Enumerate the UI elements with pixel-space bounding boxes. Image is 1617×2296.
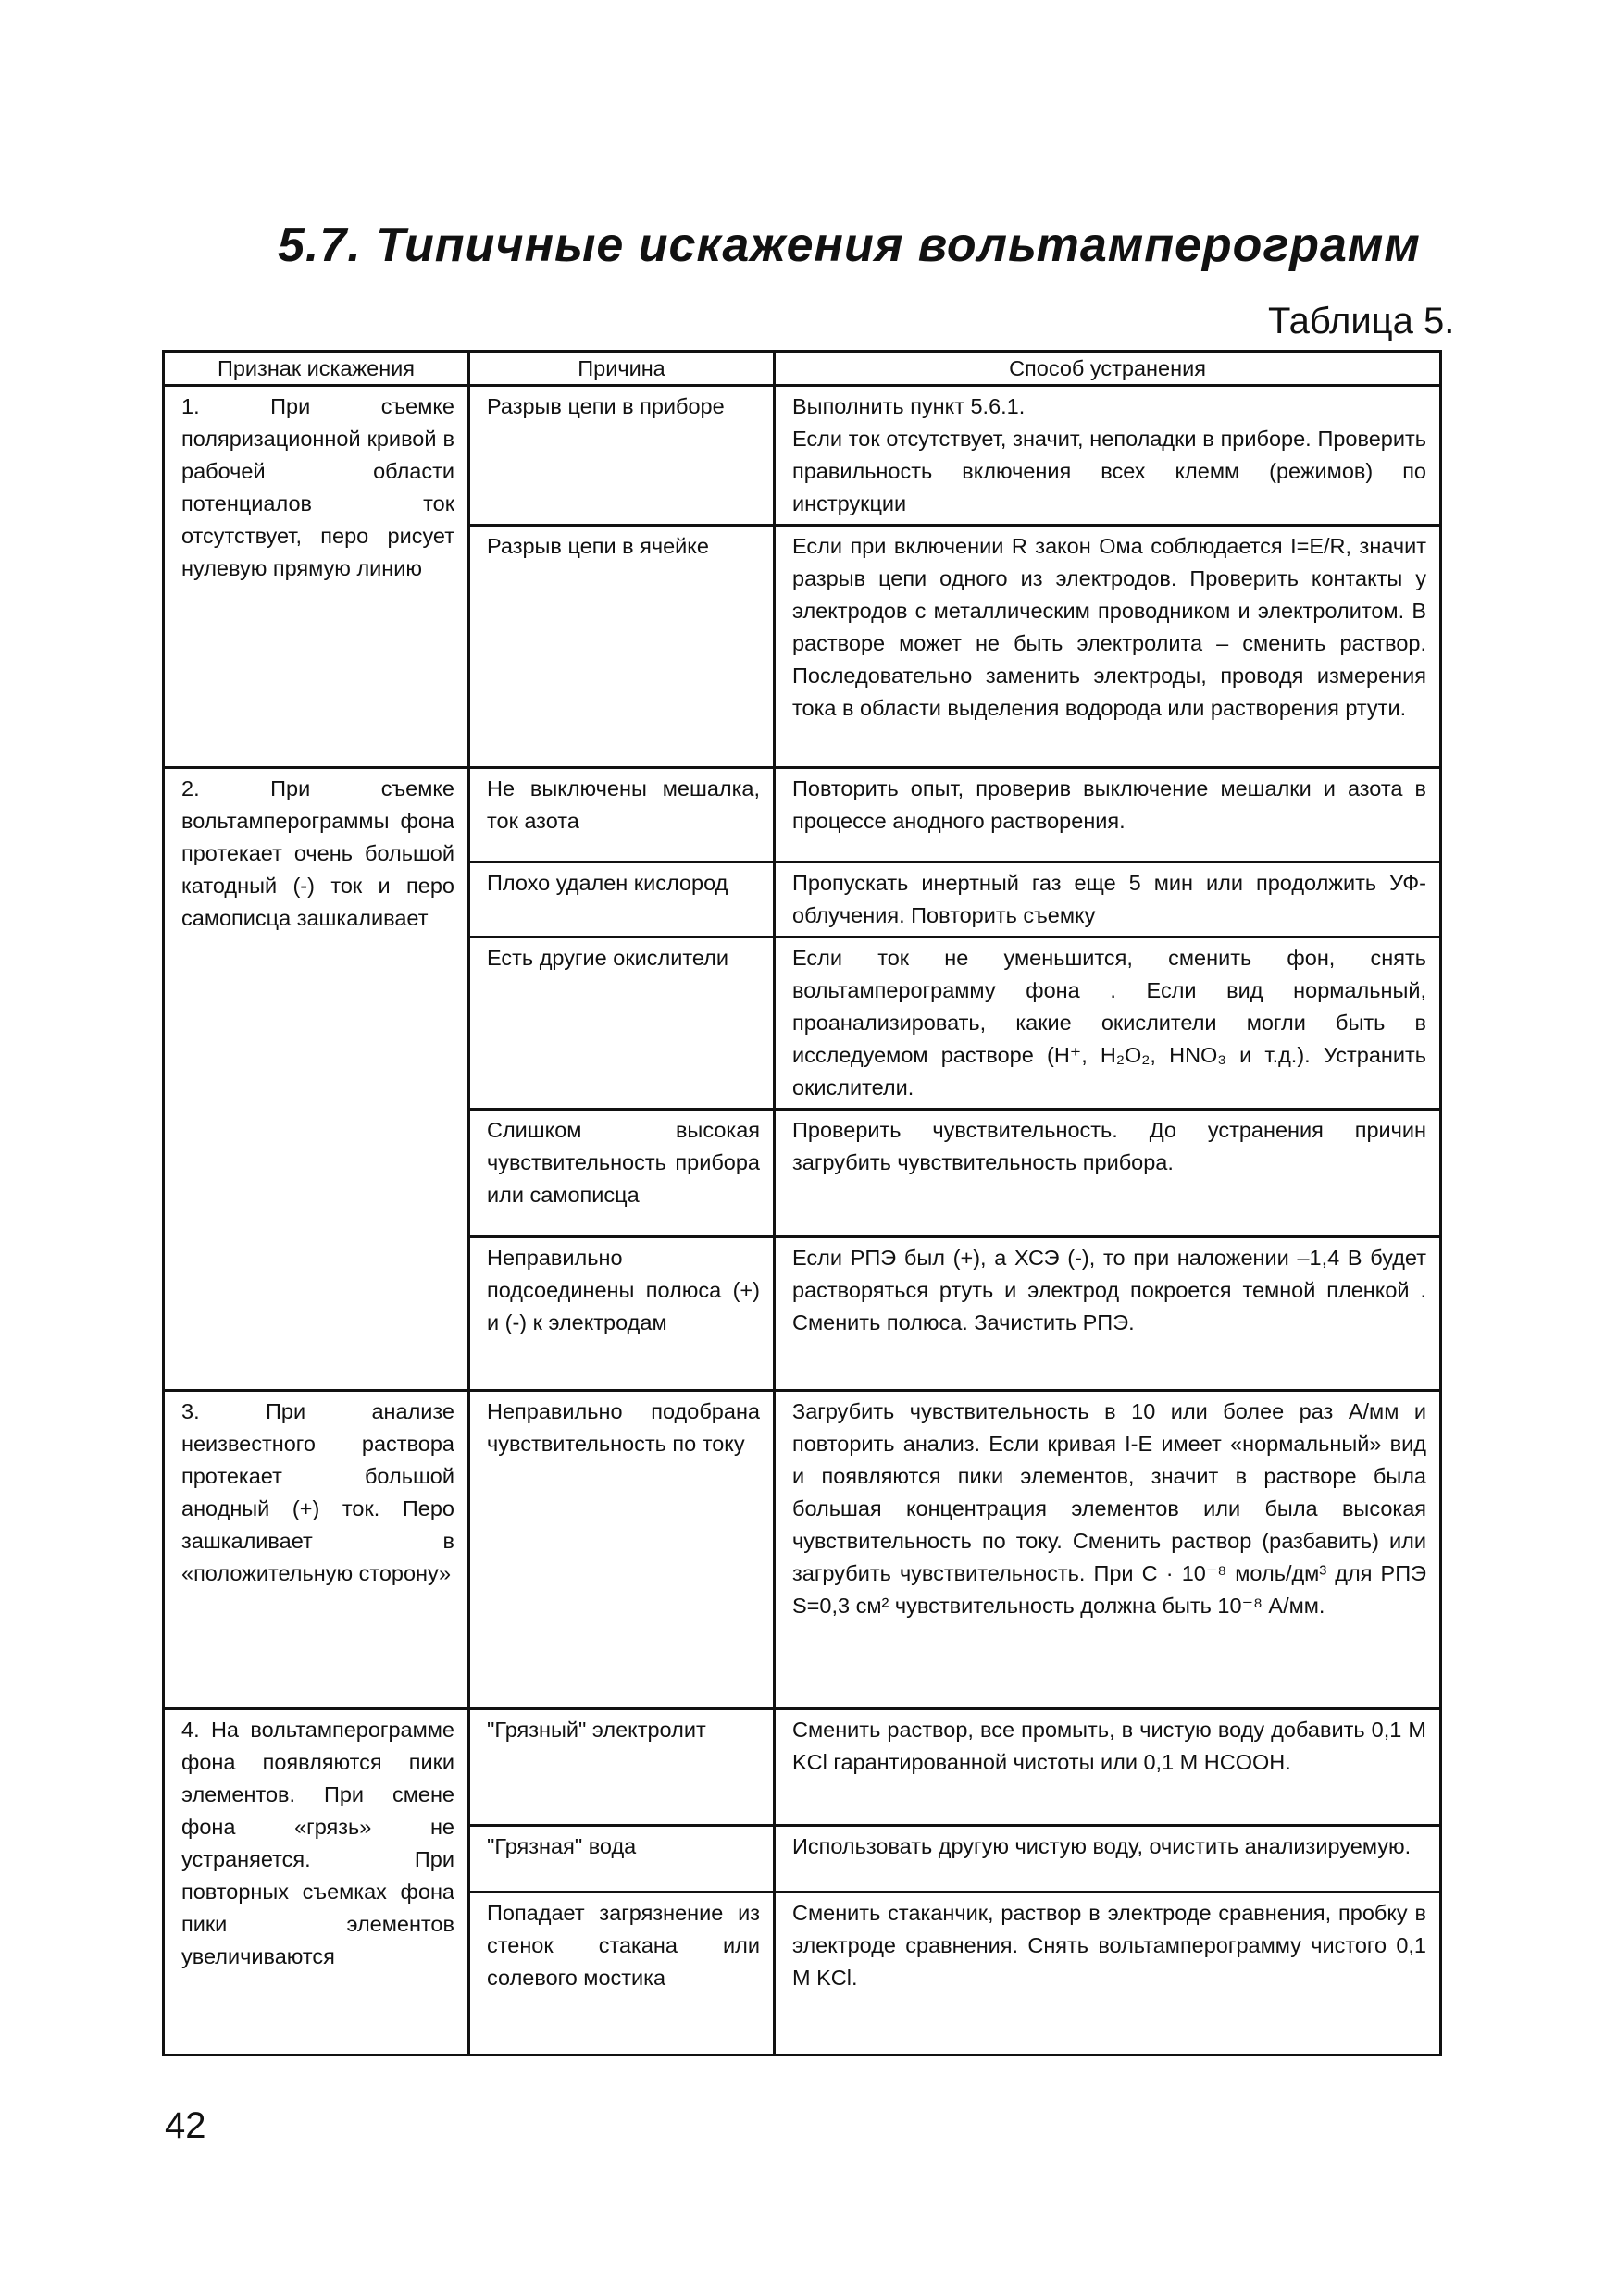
cause-cell: Слишком высокая чувствительность прибора или самописца [469,1110,775,1237]
page-number: 42 [165,2105,206,2146]
distortion-table [162,350,1442,2056]
table-row [164,386,1441,526]
cause-cell: "Грязная" вода [469,1826,775,1893]
cause-cell: Неправильно подобрана чувствительность по току [469,1391,775,1709]
fix-cell: Загрубить чувствительность в 10 или более раз А/мм и повторить анализ. Если кривая I-E имеет «нормальный» вид и появляются пики элементов, значит в растворе была большая концентрация элементов или была высокая чувствительность по току. Сменить раствор (разбавить) или загрубить чувствительность. При С · 10⁻⁸ моль/дм³ для РПЭ S=0,3 см² чувствительность должна быть 10⁻⁸ А/мм. [775,1391,1441,1709]
cause-cell: "Грязный" электролит [469,1709,775,1826]
fix-cell: Сменить стаканчик, раствор в электроде сравнения, пробку в электроде сравнения. Снять вольтамперограмму чистого 0,1 М KCl. [775,1893,1441,2055]
symptom-cell: 4. На вольтамперограмме фона появляются пики элементов. При смене фона «грязь» не устраняется. При повторных съемках фона пики элементов увеличиваются [164,1709,469,2055]
fix-cell: Пропускать инертный газ еще 5 мин или продолжить УФ-облучения. Повторить съемку [775,863,1441,937]
fix-cell: Если при включении R закон Ома соблюдается I=E/R, значит разрыв цепи одного из электродов. Проверить контакты у электродов с металлическим проводником и электролитом. В растворе может не быть электролита – сменить раствор. Последовательно заменить электроды, проводя измерения тока в области выделения водорода или растворения ртути. [775,526,1441,768]
fix-cell: Если ток не уменьшится, сменить фон, снять вольтамперограмму фона . Если вид нормальный, проанализировать, какие окислители могли быть в исследуемом растворе (H⁺, H₂O₂, HNO₃ и т.д.). Устранить окислители. [775,937,1441,1110]
symptom-cell: 1. При съемке поляризационной кривой в рабочей области потенциалов ток отсутствует, перо рисует нулевую прямую линию [164,386,469,768]
table-row [164,1391,1441,1709]
fix-cell: Если РПЭ был (+), а ХСЭ (-), то при наложении –1,4 В будет растворяться ртуть и электрод покроется темной пленкой . Сменить полюса. Зачистить РПЭ. [775,1237,1441,1391]
cause-cell: Есть другие окислители [469,937,775,1110]
fix-cell: Проверить чувствительность. До устранения причин загрубить чувствительность прибора. [775,1110,1441,1237]
cause-cell: Неправильно подсоединены полюса (+) и (-) к электродам [469,1237,775,1391]
fix-cell: Повторить опыт, проверив выключение мешалки и азота в процессе анодного растворения. [775,768,1441,863]
page-title: 5.7. Типичные искажения вольтамперограмм [278,218,1421,272]
cause-cell: Попадает загрязнение из стенок стакана или солевого мостика [469,1893,775,2055]
cause-cell: Разрыв цепи в приборе [469,386,775,526]
header-cause: Причина [469,352,775,386]
table-row [164,1709,1441,1826]
header-symptom: Признак искажения [164,352,469,386]
fix-cell: Сменить раствор, все промыть, в чистую воду добавить 0,1 М KCl гарантированной чистоты или 0,1 М HCOOH. [775,1709,1441,1826]
fix-cell: Выполнить пункт 5.6.1. Если ток отсутствует, значит, неполадки в приборе. Проверить правильность включения всех клемм (режимов) по инструкции [775,386,1441,526]
table-row [164,768,1441,863]
symptom-cell: 2. При съемке вольтамперограммы фона протекает очень большой катодный (-) ток и перо самописца зашкаливает [164,768,469,1391]
table-label: Таблица 5. [1268,301,1455,341]
symptom-cell: 3. При анализе неизвестного раствора протекает большой анодный (+) ток. Перо зашкаливает в «положительную сторону» [164,1391,469,1709]
table-header-row [164,352,1441,386]
cause-cell: Не выключены мешалка, ток азота [469,768,775,863]
header-fix: Способ устранения [775,352,1441,386]
cause-cell: Разрыв цепи в ячейке [469,526,775,768]
cause-cell: Плохо удален кислород [469,863,775,937]
fix-cell: Использовать другую чистую воду, очистить анализируемую. [775,1826,1441,1893]
